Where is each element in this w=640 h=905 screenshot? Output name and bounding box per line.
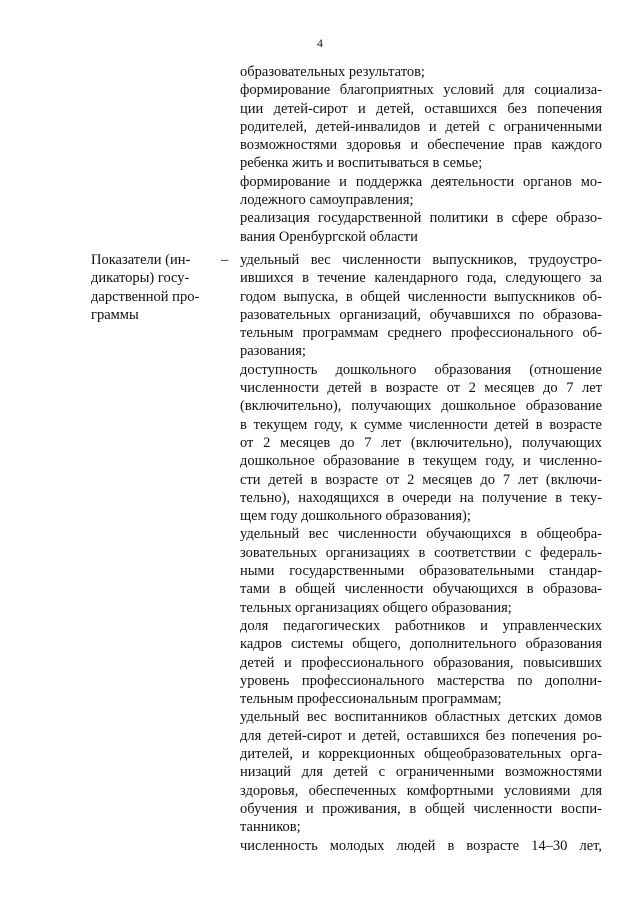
indicator-text-line: для детей-сирот и детей, оставшихся без попечения ро- [240,727,602,744]
indicators-label-line: дикаторы) госу- [91,270,190,287]
indicator-text-line: тельных организациях общего образования; [240,599,512,616]
indicator-text-line: тельным профессиональным программам; [240,691,502,708]
indicators-list-block [240,251,602,855]
indicator-text-line: ившихся в течение календарного года, следующего за [240,270,602,287]
goals-text-line: формирование благоприятных условий для социализа- [240,82,602,99]
indicator-text-line: доля педагогических работников и управленческих [240,617,602,634]
page-number: 4 [317,36,323,50]
indicators-label-line: граммы [91,306,139,323]
indicator-text-line: здоровья, обеспеченных комфортными условиями для [240,782,602,799]
goals-text-line: возможностями здоровья и обеспечение прав каждого [240,137,602,154]
indicators-label-line: дарственной про- [91,288,200,305]
indicators-label-line: Показатели (ин- [91,252,191,268]
indicator-text-line: тами в общей численности обучающихся в образова- [240,581,602,598]
indicator-text-line: тельно), находящихся в очереди на получение в теку- [240,489,602,506]
indicator-text-line: ными государственными образовательными стандар- [240,563,602,580]
indicator-text-line: удельный вес численности обучающихся в общеобра- [240,526,602,543]
indicator-text-line: в текущем году, к сумме численности детей в возрасте [240,416,602,433]
goals-text-line: лодежного самоуправления; [240,192,414,209]
indicator-text-line: сти детей в возрасте от 2 месяцев до 7 лет (включи- [240,471,602,488]
indicator-text-line: обучения и проживания, в общей численности воспи- [240,800,602,817]
indicators-dash: – [221,252,229,268]
indicator-text-line: (включительно), получающих дошкольное образование [240,398,602,415]
goals-text-line: образовательных результатов; [240,64,425,80]
indicator-text-line: удельный вес численности выпускников, трудоустро- [240,252,602,268]
indicator-text-line: от 2 месяцев до 7 лет (включительно), получающих [240,434,602,451]
goals-text-line: ции детей-сирот и детей, оставшихся без попечения [240,100,602,117]
indicator-text-line: тельным программам среднего профессионального об- [240,325,602,342]
goals-text-line: ребенка жить и воспитываться в семье; [240,155,483,172]
indicator-text-line: удельный вес воспитанников областных детских домов [240,709,602,726]
goals-text-line: формирование и поддержка деятельности органов мо- [240,173,602,190]
indicator-text-line: уровень профессионального мастерства по дополни- [240,672,602,689]
indicator-text-line: разования; [240,343,306,360]
indicator-text-line: годом выпуска, в общей численности выпускников об- [240,288,602,305]
indicator-text-line: численность молодых людей в возрасте 14–30 лет, [240,837,602,854]
indicator-text-line: разовательных организаций, обучавшихся по образова- [240,306,602,323]
indicator-text-line: танников; [240,819,301,836]
goals-continuation-block [240,63,602,246]
indicator-text-line: детей и профессионального образования, повысивших [240,654,602,671]
indicator-text-line: дошкольное образование в текущем году, и численно- [240,453,602,470]
goals-text-line: родителей, детей-инвалидов и детей с ограниченными [240,118,602,135]
goals-text-line: реализация государственной политики в сфере образо- [240,210,602,227]
goals-text-line: вания Оренбургской области [240,228,418,245]
indicator-text-line: щем году дошкольного образования); [240,508,471,525]
indicator-text-line: дителей, и коррекционных общеобразовательных орга- [240,746,602,763]
indicators-label [91,251,211,324]
indicator-text-line: зовательных организациях в соответствии с федераль- [240,544,602,561]
indicator-text-line: численности детей в возрасте от 2 месяцев до 7 лет [240,380,602,397]
indicator-text-line: доступность дошкольного образования (отношение [240,361,602,378]
indicator-text-line: низаций для детей с ограниченными возможностями [240,764,602,781]
indicator-text-line: кадров системы общего, дополнительного образования [240,636,602,653]
